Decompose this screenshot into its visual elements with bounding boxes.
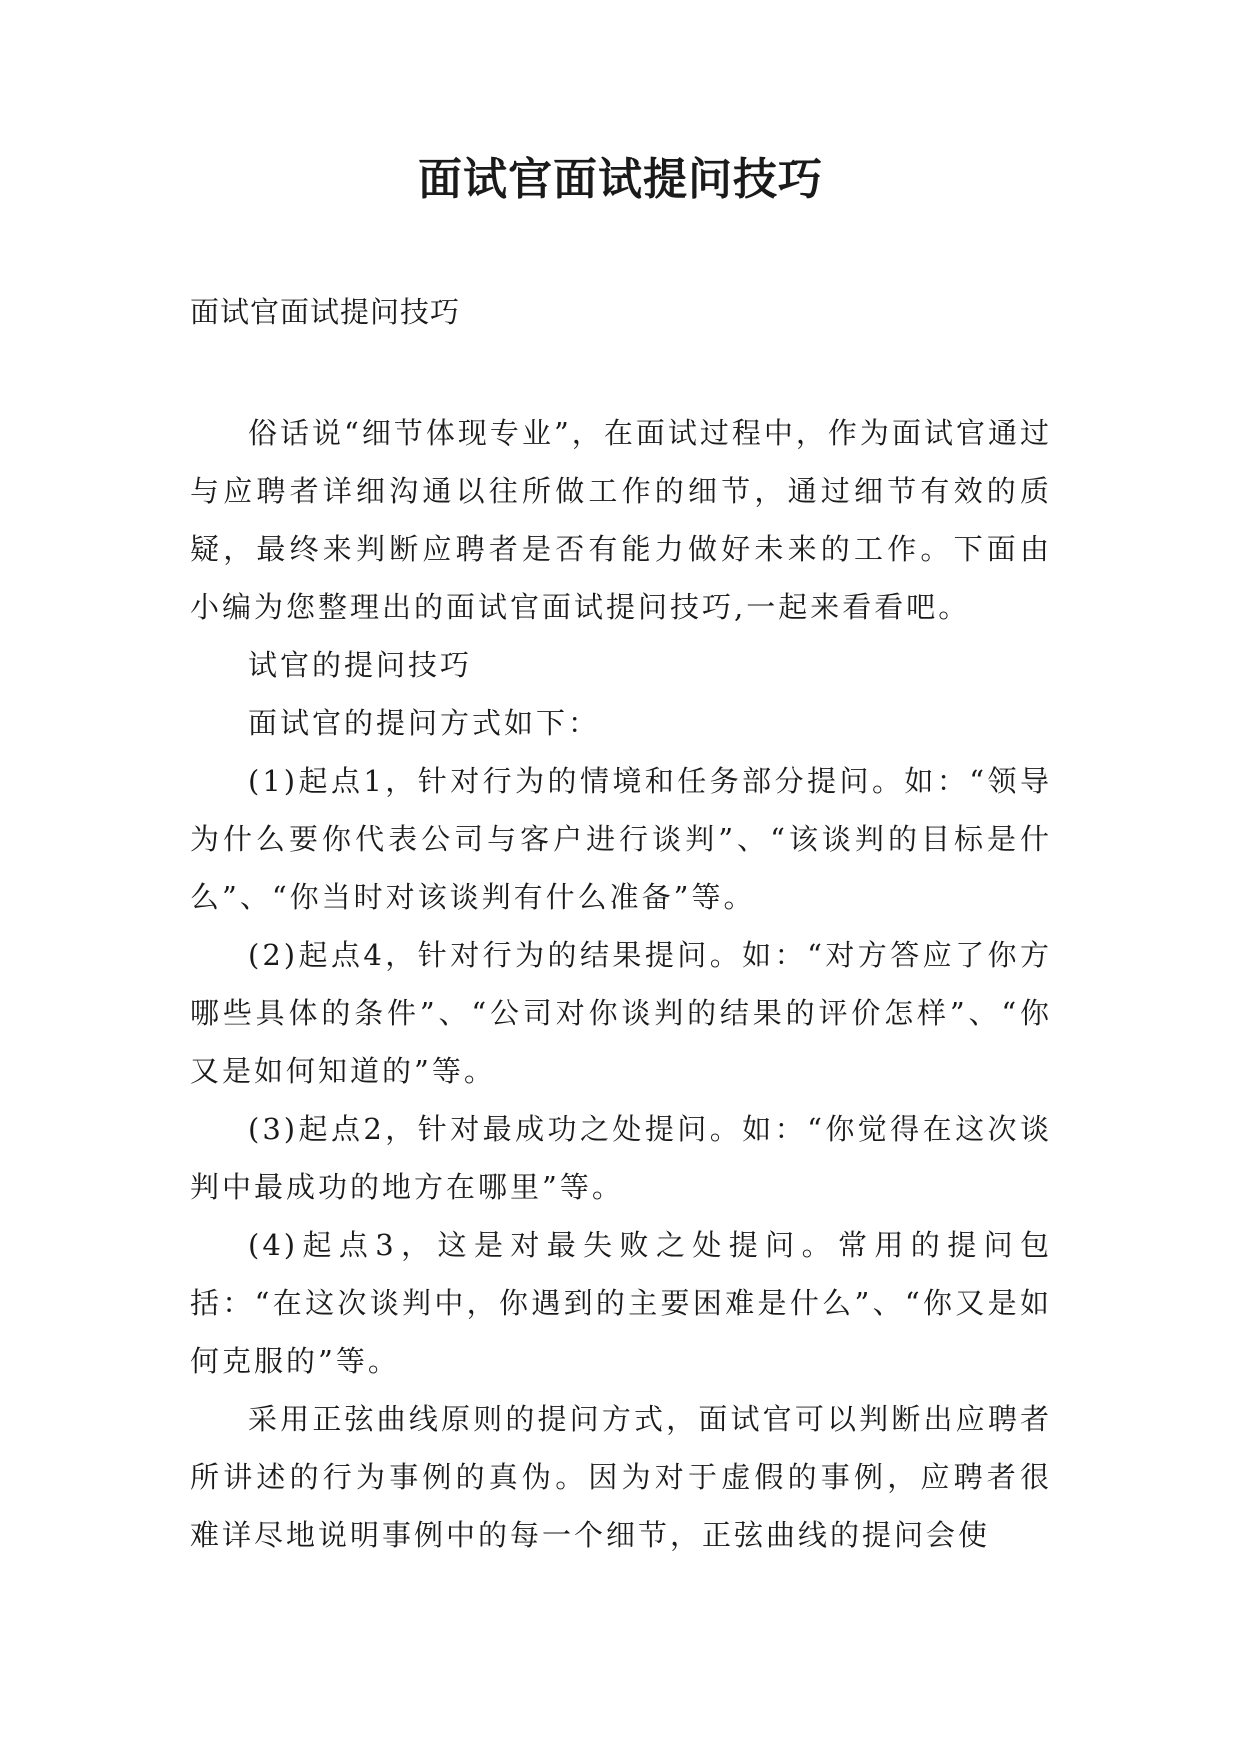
paragraph-section-heading: 试官的提问技巧 <box>248 648 473 682</box>
paragraph-item-3: (3)起点2，针对最成功之处提问。如：“你觉得在这次谈判中最成功的地方在哪里”等。 <box>190 1112 1052 1204</box>
paragraph-item-2: (2)起点4，针对行为的结果提问。如：“对方答应了你方哪些具体的条件”、“公司对你谈判的结果的评价怎样”、“你又是如何知道的”等。 <box>190 938 1052 1088</box>
document-title: 面试官面试提问技巧 <box>418 154 823 205</box>
document-body <box>190 404 1052 1564</box>
paragraph-item-4: (4)起点3，这是对最失败之处提问。常用的提问包括：“在这次谈判中，你遇到的主要困难是什么”、“你又是如何克服的”等。 <box>190 1228 1052 1378</box>
paragraph-intro: 俗话说“细节体现专业”，在面试过程中，作为面试官通过与应聘者详细沟通以往所做工作的细节，通过细节有效的质疑，最终来判断应聘者是否有能力做好未来的工作。下面由小编为您整理出的面试官面试提问技巧,一起来看看吧。 <box>190 416 1052 624</box>
paragraph-conclusion: 采用正弦曲线原则的提问方式，面试官可以判断出应聘者所讲述的行为事例的真伪。因为对于虚假的事例，应聘者很难详尽地说明事例中的每一个细节，正弦曲线的提问会使 <box>190 1402 1052 1552</box>
paragraph-methods-intro: 面试官的提问方式如下： <box>248 706 601 740</box>
document-subtitle: 面试官面试提问技巧 <box>190 295 461 329</box>
paragraph-item-1: (1)起点1，针对行为的情境和任务部分提问。如：“领导为什么要你代表公司与客户进行谈判”、“该谈判的目标是什么”、“你当时对该谈判有什么准备”等。 <box>190 764 1052 914</box>
